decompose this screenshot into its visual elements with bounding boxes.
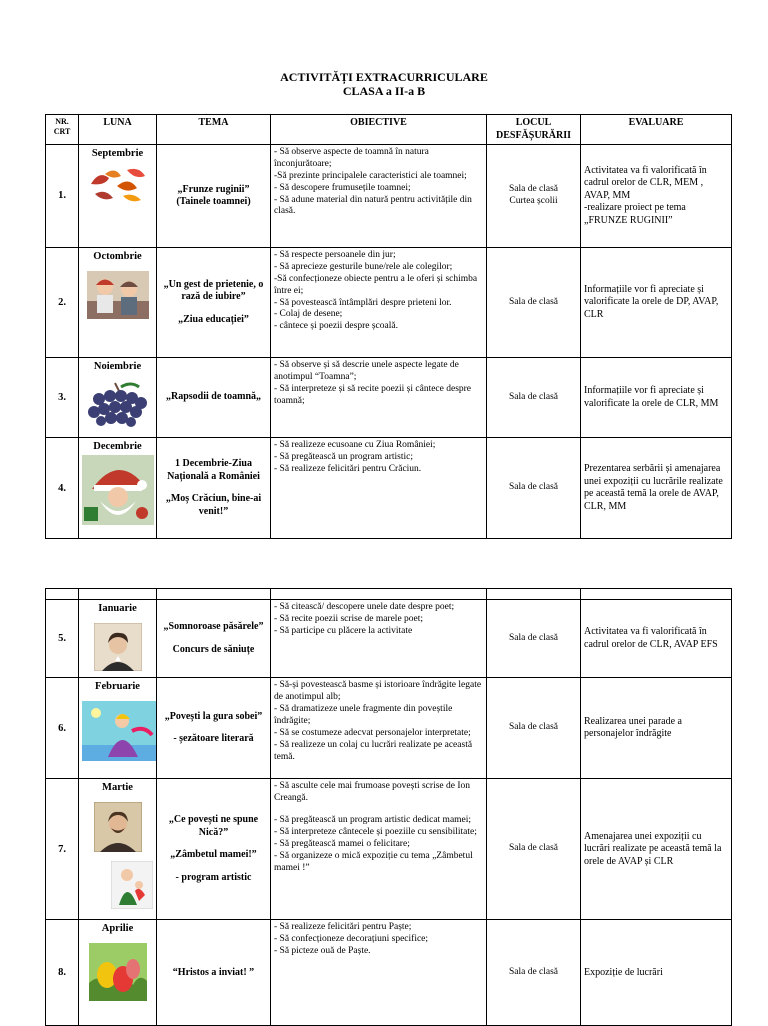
- header-tema: TEMA: [157, 115, 271, 145]
- objective-line: -Să confecționeze obiecte pentru a le oferi și schimba între ei;: [274, 273, 478, 296]
- poet-portrait-image: [82, 623, 153, 675]
- activity-row: [46, 920, 732, 1026]
- cell-evaluare: [581, 779, 732, 920]
- cell-locul: [487, 600, 581, 678]
- santa-image: [82, 455, 153, 529]
- location-line: Sala de clasă: [508, 482, 559, 493]
- evaluation-line: -realizare proiect pe tema: [584, 202, 686, 214]
- theme-line: „Moș Crăciun, bine-ai venit!”: [165, 493, 262, 517]
- empty-cell: [79, 589, 157, 600]
- month-label: Decembrie: [93, 441, 142, 453]
- cell-luna: [79, 678, 157, 779]
- evaluation-line: Informațiile vor fi apreciate și valorificate la orele de CLR, MM: [584, 385, 719, 409]
- evaluation-line: Prezentarea serbării și amenajarea unei expoziții cu lucrările realizate pe această temă la orele de AVAP, CLR, MM: [584, 463, 723, 512]
- objective-line: - Să observe și să descrie unele aspecte legate de anotimpul “Toamna”;: [274, 360, 459, 382]
- theme-line: “Hristos a inviat! ”: [172, 966, 255, 978]
- objective-line: - Să picteze ouă de Paște.: [274, 946, 371, 956]
- theme-line: [160, 304, 267, 314]
- objective-line: - Să asculte cele mai frumoase povești scrise de Ion Creangă.: [274, 781, 470, 804]
- month-label: Noiembrie: [93, 361, 142, 372]
- cell-evaluare: [581, 678, 732, 779]
- objective-line: - Să recite poezii scrise de marele poet;: [274, 613, 424, 624]
- cell-obiective: [271, 358, 487, 438]
- cell-locul: [487, 358, 581, 438]
- cell-tema: [157, 248, 271, 358]
- objective-line: - cântece și poezii despre școală.: [274, 321, 398, 332]
- evaluation-line: Realizarea unei parade a personajelor îndrăgite: [584, 715, 682, 740]
- cell-nr: 8.: [46, 920, 79, 1026]
- objective-line: - Să adune material din natură pentru activitățile din clasă.: [274, 194, 472, 217]
- fairy-tale-image: [82, 701, 153, 765]
- theme-line: - șezătoare literară: [173, 733, 254, 745]
- objective-line: - Să realizeze felicitări pentru Paște;: [274, 922, 412, 933]
- evaluation-line: Informațiile vor fi apreciate și valorificate la orele de DP, AVAP, CLR: [584, 283, 719, 320]
- month-label: Martie: [102, 782, 133, 794]
- objective-line: - Să pregătească un program artistic;: [274, 452, 414, 463]
- evaluation-line: Amenajarea unei expoziții cu lucrări realizate pe această temă la orele de AVAP și CLR: [584, 830, 722, 867]
- cell-nr: 5.: [46, 600, 79, 678]
- objective-line: - Să se costumeze adecvat personajelor interpretate;: [274, 727, 471, 738]
- objective-line: - Să citească/ descopere unele date despre poet;: [274, 602, 455, 612]
- objective-line: - Să respecte persoanele din jur;: [274, 250, 396, 260]
- cell-tema: [157, 920, 271, 1026]
- cell-obiective: [271, 920, 487, 1026]
- header-luna: LUNA: [79, 115, 157, 145]
- objective-line: - Să participe cu plăcere la activitate: [274, 625, 413, 636]
- cell-locul: [487, 145, 581, 248]
- cell-tema: [157, 779, 271, 920]
- objective-line: - Să povestească întâmplări despre prieteni lor.: [274, 297, 452, 308]
- location-line: Curtea școlii: [509, 196, 558, 206]
- table-header-row: [46, 115, 732, 145]
- objective-line: - Să observe aspecte de toamnă în natura înconjurătoare;: [274, 147, 429, 169]
- theme-line: „Rapsodii de toamnă„: [165, 391, 261, 403]
- header-locul: [487, 115, 581, 145]
- cell-luna: [79, 145, 157, 248]
- document-subtitle: CLASA a II-a B: [342, 84, 426, 98]
- objective-line: - Să organizeze o mică expoziție cu tema „Zâmbetul mamei !”: [274, 850, 473, 873]
- theme-line: „Somnoroase păsărele”: [163, 621, 264, 633]
- theme-line: [160, 839, 267, 849]
- objective-line: [274, 805, 483, 815]
- theme-line: [160, 862, 267, 872]
- location-line: Sala de clasă: [508, 296, 559, 307]
- theme-line: (Tainele toamnei): [176, 196, 251, 207]
- grapes-image: [82, 381, 153, 435]
- activity-row: [46, 248, 732, 358]
- theme-line: [160, 723, 267, 733]
- evaluation-line: „FRUNZE RUGINII”: [584, 214, 673, 226]
- header-nr: NR. CRT: [46, 115, 79, 145]
- table-empty-header-row: [46, 589, 732, 600]
- evaluation-line: Expoziție de lucrări: [584, 966, 663, 978]
- activities-table-2: [45, 588, 732, 1026]
- month-label: Februarie: [95, 681, 140, 693]
- month-label: Ianuarie: [98, 603, 137, 614]
- cell-tema: [157, 145, 271, 248]
- header-evaluare: EVALUARE: [581, 115, 732, 145]
- month-label: Octombrie: [93, 251, 142, 262]
- activity-row: [46, 779, 732, 920]
- cell-locul: [487, 438, 581, 539]
- header-locul-line2: DESFĂȘURĂRII: [495, 129, 571, 141]
- activity-row: [46, 358, 732, 438]
- cell-luna: [79, 779, 157, 920]
- header-locul-line1: LOCUL: [515, 117, 552, 128]
- objective-line: - Să descopere frumusețile toamnei;: [274, 182, 411, 193]
- objective-line: - Să realizeze ecusoane cu Ziua României;: [274, 440, 436, 451]
- theme-line: [160, 483, 267, 493]
- activity-row: [46, 145, 732, 248]
- cell-obiective: [271, 678, 487, 779]
- location-line: Sala de clasă: [508, 966, 559, 977]
- cell-luna: [79, 358, 157, 438]
- cell-luna: [79, 438, 157, 539]
- theme-line: Concurs de săniuțe: [172, 643, 255, 655]
- theme-line: „Zâmbetul mamei!”: [170, 849, 257, 861]
- cell-obiective: [271, 600, 487, 678]
- activity-row: [46, 678, 732, 779]
- theme-line: „Ziua educației”: [178, 313, 249, 325]
- theme-line: „Povești la gura sobei”: [164, 710, 263, 722]
- location-line: Sala de clasă: [508, 184, 559, 195]
- month-label: Aprilie: [101, 923, 134, 935]
- cell-evaluare: [581, 358, 732, 438]
- writer-portrait-image: [82, 802, 153, 856]
- cell-evaluare: [581, 920, 732, 1026]
- cell-locul: [487, 248, 581, 358]
- easter-eggs-image: [82, 943, 153, 1005]
- cell-evaluare: [581, 600, 732, 678]
- theme-line: „Un gest de prietenie, o rază de iubire”: [163, 278, 264, 303]
- objective-line: - Colaj de desene;: [274, 309, 343, 320]
- objective-line: - Să-și povestească basme și istorioare îndrăgite legate de anotimpul alb;: [274, 680, 482, 703]
- objective-line: -Să prezinte principalele caracteristici ale toamnei;: [274, 170, 467, 181]
- month-label: Septembrie: [91, 148, 144, 159]
- children-friends-image: [82, 271, 153, 323]
- cell-obiective: [271, 145, 487, 248]
- cell-locul: [487, 678, 581, 779]
- objective-line: - Să pregătească un program artistic dedicat mamei;: [274, 815, 472, 825]
- cell-luna: [79, 248, 157, 358]
- cell-luna: [79, 600, 157, 678]
- cell-obiective: [271, 248, 487, 358]
- theme-line: „Frunze ruginii”: [177, 183, 250, 195]
- empty-cell: [157, 589, 271, 600]
- document-title: ACTIVITĂȚI EXTRACURRICULARE: [280, 70, 488, 84]
- mother-child-image: [82, 861, 153, 913]
- objective-line: - Să interpreteze cântecele și poeziile cu sensibilitate;: [274, 826, 477, 837]
- objective-line: - Să interpreteze și să recite poezii și cântece despre toamnă;: [274, 383, 472, 406]
- autumn-leaves-image: [82, 164, 153, 208]
- cell-nr: 7.: [46, 779, 79, 920]
- objective-line: - Să realizeze un colaj cu lucrări realizate pe această temă.: [274, 739, 473, 762]
- theme-line: 1 Decembrie-Ziua Națională a României: [167, 458, 260, 482]
- activities-table-1: [45, 114, 732, 539]
- cell-evaluare: [581, 145, 732, 248]
- cell-obiective: [271, 438, 487, 539]
- theme-line: [160, 634, 267, 644]
- cell-nr: 3.: [46, 358, 79, 438]
- objective-line: - Să dramatizeze unele fragmente din poveștile îndrăgite;: [274, 704, 453, 726]
- cell-nr: 6.: [46, 678, 79, 779]
- header-obiective: OBIECTIVE: [271, 115, 487, 145]
- empty-cell: [46, 589, 79, 600]
- cell-locul: [487, 779, 581, 920]
- cell-tema: [157, 438, 271, 539]
- evaluation-line: Activitatea va fi valorificată în cadrul orelor de CLR, AVAP EFS: [584, 626, 718, 650]
- location-line: Sala de clasă: [508, 391, 559, 402]
- empty-cell: [271, 589, 487, 600]
- activity-row: [46, 600, 732, 678]
- cell-locul: [487, 920, 581, 1026]
- empty-cell: [581, 589, 732, 600]
- location-line: Sala de clasă: [508, 632, 559, 643]
- cell-tema: [157, 358, 271, 438]
- cell-tema: [157, 678, 271, 779]
- empty-cell: [487, 589, 581, 600]
- activity-row: [46, 438, 732, 539]
- objective-line: - Să pregătească mamei o felicitare;: [274, 838, 410, 849]
- theme-line: - program artistic: [175, 871, 252, 883]
- cell-obiective: [271, 779, 487, 920]
- evaluation-line: Activitatea va fi valorificată în cadrul orelor de CLR, MEM , AVAP, MM: [584, 164, 707, 201]
- objective-line: - Să confecționeze decorațiuni specifice;: [274, 934, 429, 945]
- cell-luna: [79, 920, 157, 1026]
- theme-line: „Ce povești ne spune Nică?”: [168, 814, 259, 838]
- objective-line: - Să aprecieze gesturile bune/rele ale colegilor;: [274, 261, 453, 272]
- cell-nr: 1.: [46, 145, 79, 248]
- objective-line: - Să realizeze felicitări pentru Crăciun.: [274, 464, 422, 474]
- cell-evaluare: [581, 248, 732, 358]
- location-line: Sala de clasă: [508, 722, 559, 733]
- cell-nr: 4.: [46, 438, 79, 539]
- cell-tema: [157, 600, 271, 678]
- cell-evaluare: [581, 438, 732, 539]
- location-line: Sala de clasă: [508, 843, 559, 854]
- cell-nr: 2.: [46, 248, 79, 358]
